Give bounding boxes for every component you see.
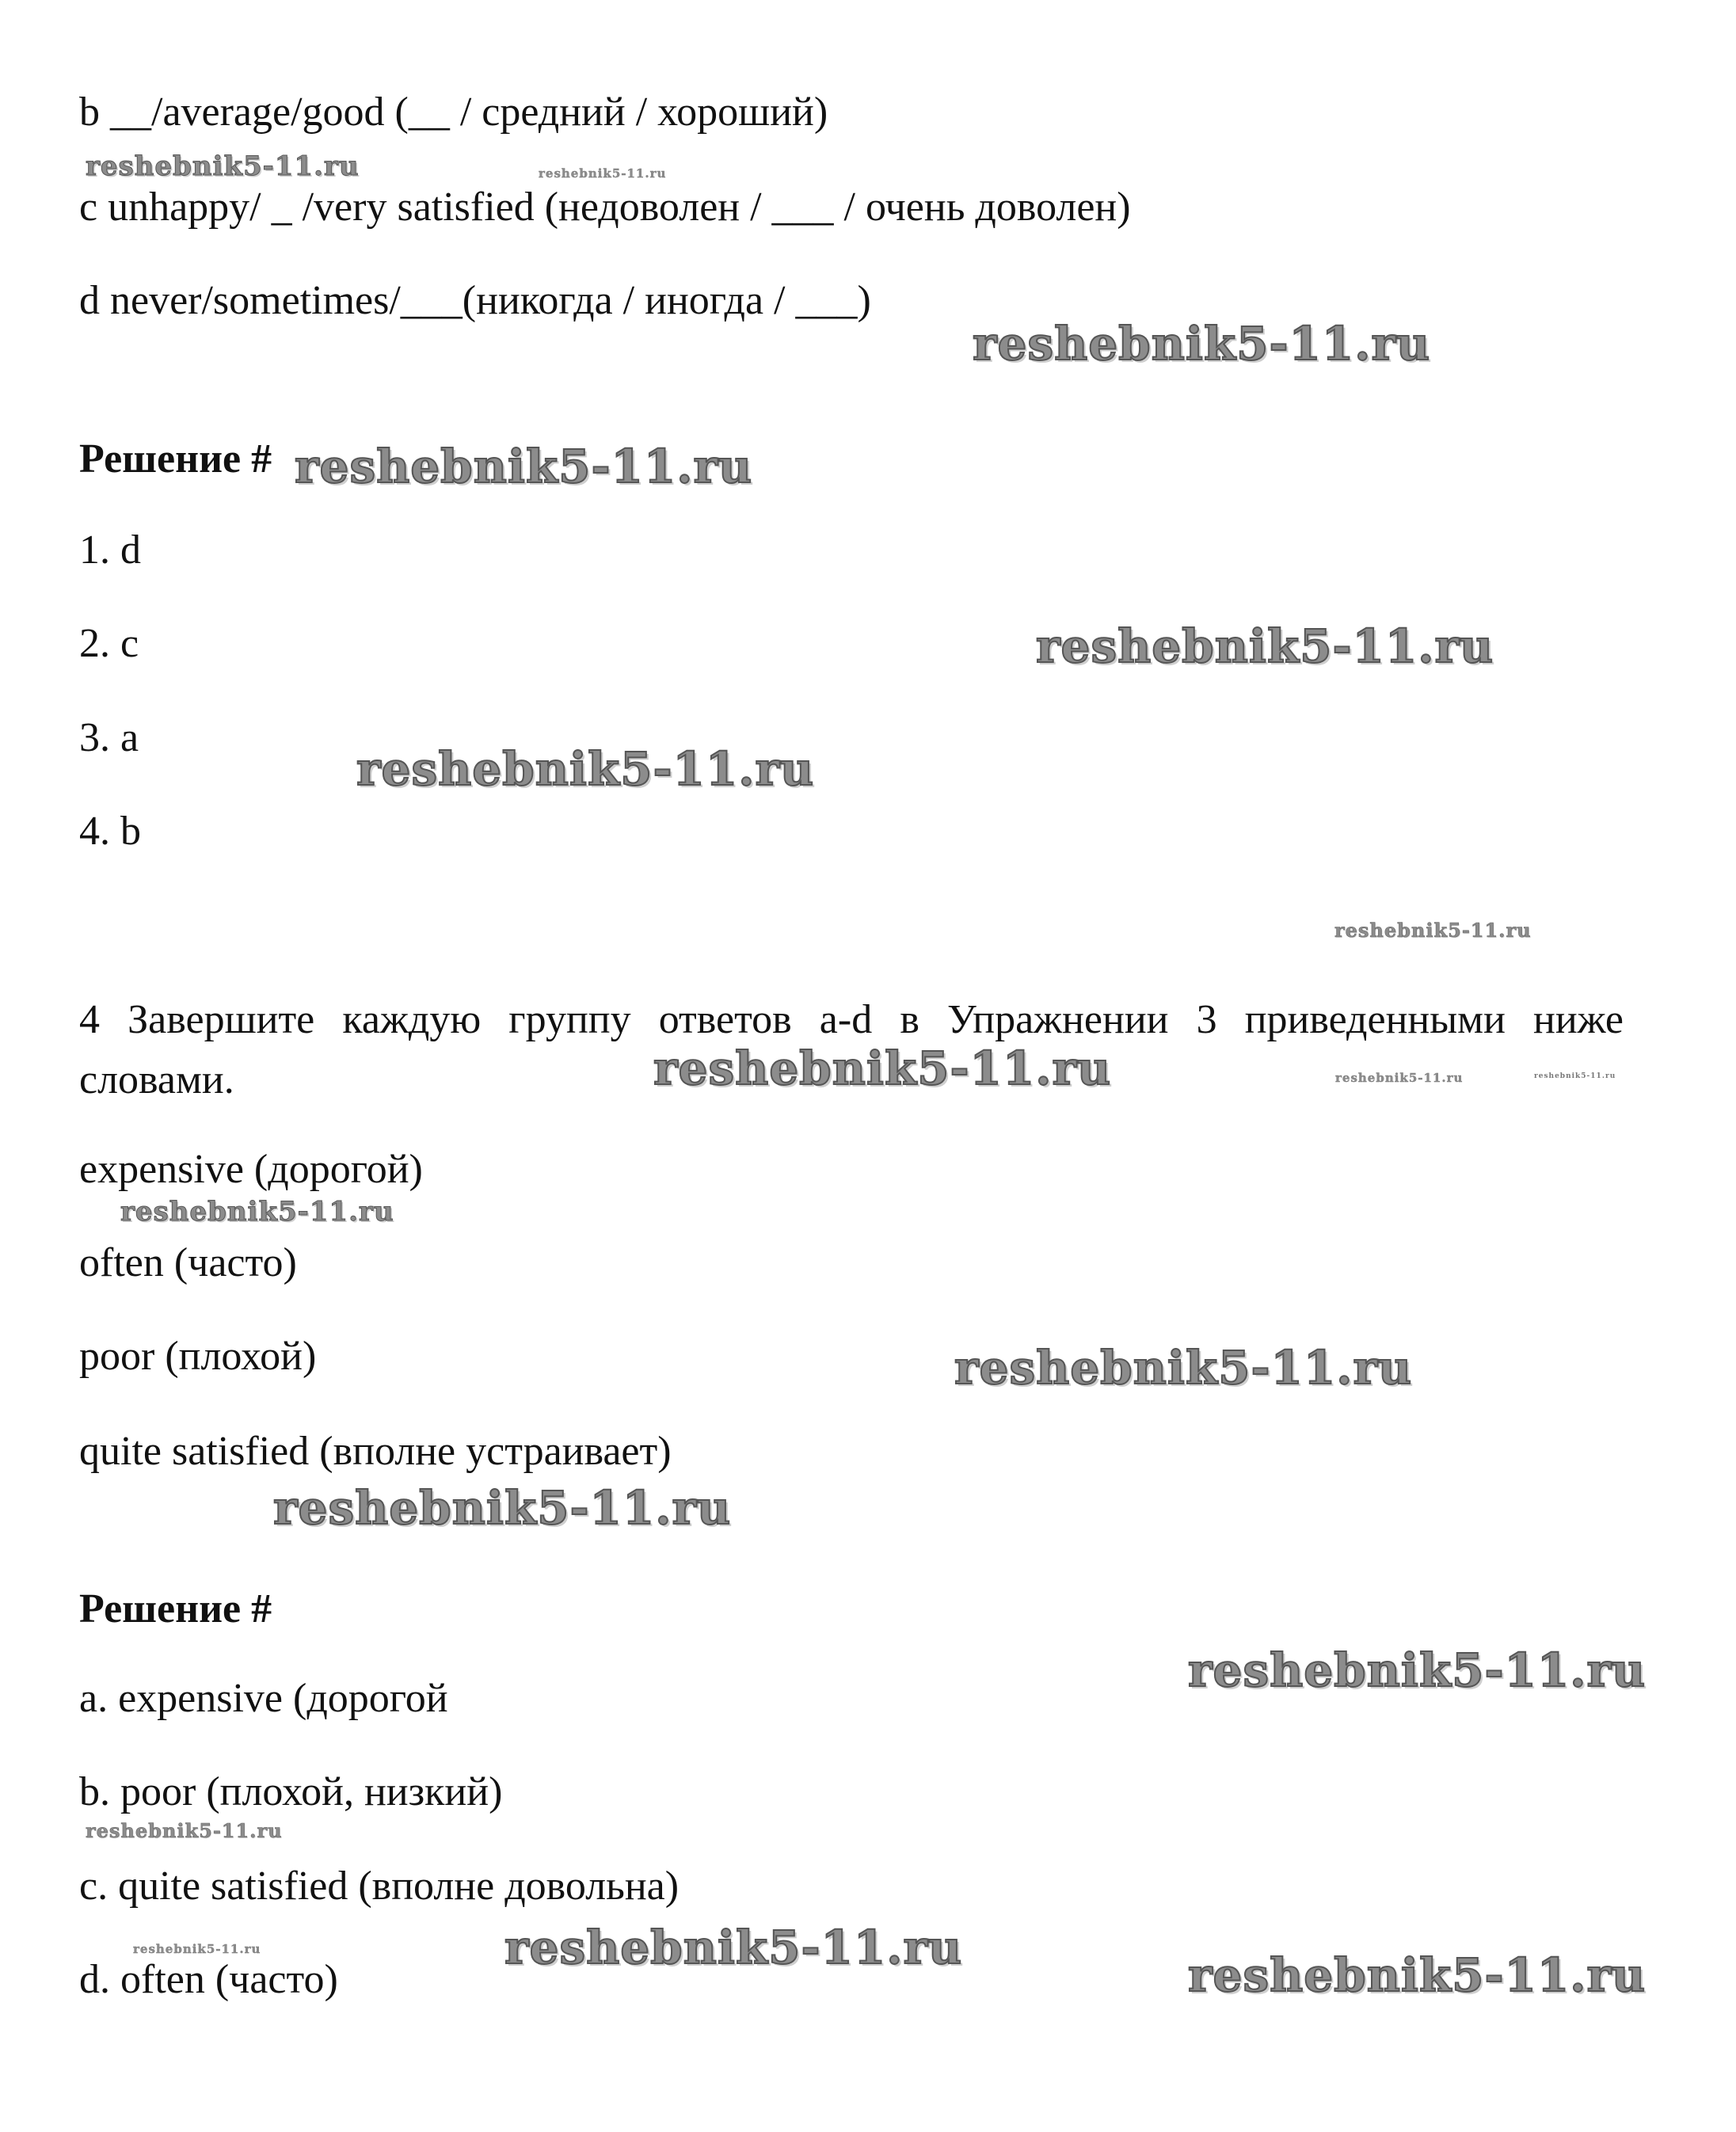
answer-item: 4. b (79, 809, 141, 854)
task-4-text: 4 Завершите каждую группу ответов a-d в Упражнении 3 приведенными ниже словами. (79, 997, 1624, 1102)
watermark: reshebnik5-11.ru (954, 1341, 1413, 1395)
word-item: expensive (дорогой) (79, 1147, 423, 1192)
watermark: reshebnik5-11.ru (973, 317, 1431, 371)
watermark: reshebnik5-11.ru (133, 1942, 261, 1956)
solution-heading: Решение # (79, 1586, 272, 1631)
watermark: reshebnik5-11.ru (1534, 1072, 1616, 1080)
watermark: reshebnik5-11.ru (504, 1921, 963, 1974)
answer-item: a. expensive (дорогой (79, 1676, 448, 1721)
watermark: reshebnik5-11.ru (273, 1481, 732, 1535)
watermark: reshebnik5-11.ru (1188, 1948, 1647, 2002)
answer-item: 2. c (79, 621, 139, 666)
option-b: b __/average/good (__ / средний / хороший) (79, 89, 828, 135)
watermark: reshebnik5-11.ru (1188, 1643, 1647, 1697)
watermark: reshebnik5-11.ru (1334, 919, 1532, 942)
word-item: poor (плохой) (79, 1334, 317, 1379)
watermark: reshebnik5-11.ru (295, 440, 753, 493)
answer-item: c. quite satisfied (вполне довольна) (79, 1864, 680, 1909)
answer-item: b. poor (плохой, низкий) (79, 1769, 503, 1814)
solution-heading: Решение # (79, 436, 272, 482)
watermark: reshebnik5-11.ru (86, 1819, 283, 1842)
watermark: reshebnik5-11.ru (653, 1041, 1112, 1095)
watermark: reshebnik5-11.ru (1036, 619, 1494, 673)
answer-item: 3. a (79, 715, 139, 760)
word-item: often (часто) (79, 1240, 297, 1285)
option-d: d never/sometimes/___(никогда / иногда / ___) (79, 278, 871, 323)
watermark: reshebnik5-11.ru (539, 166, 667, 181)
watermark: reshebnik5-11.ru (1335, 1071, 1464, 1085)
word-item: quite satisfied (вполне устраивает) (79, 1429, 672, 1474)
watermark: reshebnik5-11.ru (356, 742, 815, 796)
watermark: reshebnik5-11.ru (86, 150, 360, 182)
option-c: c unhappy/ _ /very satisfied (недоволен / ___ / очень доволен) (79, 185, 1131, 230)
answer-item: d. often (часто) (79, 1957, 338, 2002)
answer-item: 1. d (79, 527, 141, 573)
watermark: reshebnik5-11.ru (120, 1196, 394, 1228)
